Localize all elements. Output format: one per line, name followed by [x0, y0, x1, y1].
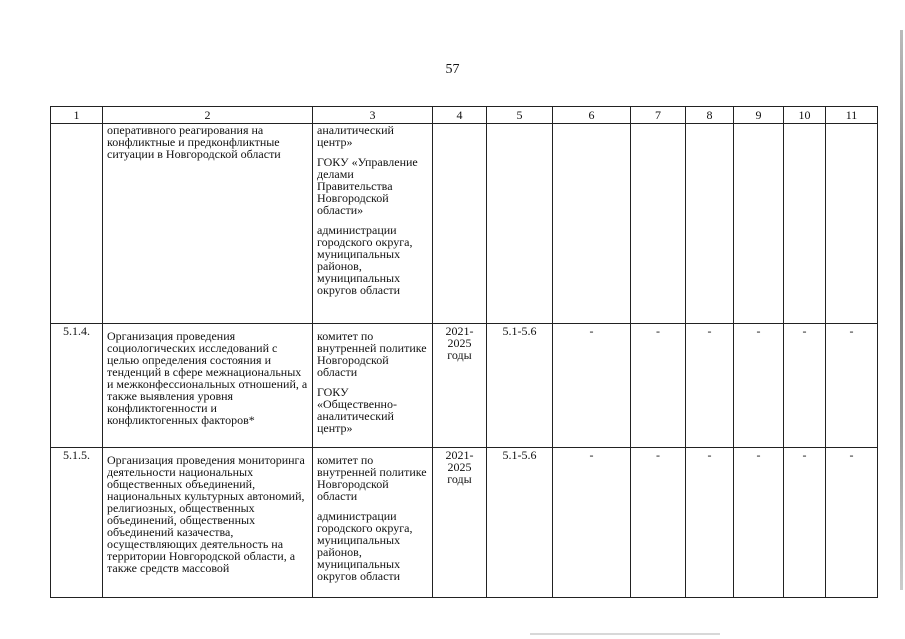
executors-cell	[313, 448, 433, 598]
value-cell	[784, 124, 826, 324]
table-row	[51, 124, 878, 324]
executor: аналитический центр»	[317, 123, 394, 149]
tasks-cell: 5.1-5.6	[487, 324, 553, 448]
column-header: 9	[734, 107, 784, 124]
value-cell: -	[686, 324, 734, 448]
activity-name: Организация проведения социологических исследований с целью определения состояния и тенденций в сфере межнациональных и межконфессиональных отношений, а также выявления уровня конфликтогенности и конфликтогенных факторов*	[103, 324, 313, 448]
executor: администрации городского округа, муниципальных районов, муниципальных округов области	[317, 509, 413, 583]
executors-cell	[313, 124, 433, 324]
value-cell	[734, 124, 784, 324]
column-header: 4	[433, 107, 487, 124]
executor: ГОКУ «Управление делами Правительства Новгородской области»	[317, 155, 418, 217]
value-cell	[631, 124, 686, 324]
column-header: 1	[51, 107, 103, 124]
column-header: 3	[313, 107, 433, 124]
value-cell	[686, 124, 734, 324]
tasks-cell	[487, 124, 553, 324]
period-cell: 2021-2025 годы	[433, 448, 487, 598]
value-cell: -	[553, 448, 631, 598]
column-header: 8	[686, 107, 734, 124]
executor: ГОКУ «Общественно-аналитический центр»	[317, 385, 397, 435]
row-number	[51, 124, 103, 324]
value-cell	[553, 124, 631, 324]
value-cell: -	[631, 448, 686, 598]
value-cell: -	[553, 324, 631, 448]
tasks-cell: 5.1-5.6	[487, 448, 553, 598]
table-row	[51, 324, 878, 448]
value-cell: -	[631, 324, 686, 448]
value-cell: -	[784, 324, 826, 448]
column-header: 6	[553, 107, 631, 124]
executor: администрации городского округа, муниципальных районов, муниципальных округов области	[317, 223, 413, 297]
plan-table	[50, 106, 878, 598]
column-header: 2	[103, 107, 313, 124]
executor: комитет по внутренней политике Новгородской области	[317, 329, 427, 379]
executors-cell	[313, 324, 433, 448]
activity-name: оперативного реагирования на конфликтные и предконфликтные ситуации в Новгородской области	[103, 124, 313, 324]
value-cell: -	[784, 448, 826, 598]
scan-edge-shadow	[900, 30, 903, 590]
header-row	[51, 107, 878, 124]
value-cell: -	[826, 448, 878, 598]
column-header: 7	[631, 107, 686, 124]
column-header: 10	[784, 107, 826, 124]
column-header: 5	[487, 107, 553, 124]
value-cell: -	[826, 324, 878, 448]
value-cell: -	[734, 448, 784, 598]
value-cell	[826, 124, 878, 324]
scan-artifact	[530, 633, 720, 635]
row-number: 5.1.5.	[51, 448, 103, 598]
value-cell: -	[686, 448, 734, 598]
executor: комитет по внутренней политике Новгородской области	[317, 453, 427, 503]
column-header: 11	[826, 107, 878, 124]
period-cell	[433, 124, 487, 324]
table-row	[51, 448, 878, 598]
period-cell: 2021-2025 годы	[433, 324, 487, 448]
activity-name: Организация проведения мониторинга деятельности национальных общественных объединений, национальных культурных автономий, религиозных, общественных объединений, общественных объединений казачества, осуществляющих деятельность на территории Новгородской области, а также средств массовой	[103, 448, 313, 598]
row-number: 5.1.4.	[51, 324, 103, 448]
page-number: 57	[445, 62, 460, 77]
value-cell: -	[734, 324, 784, 448]
